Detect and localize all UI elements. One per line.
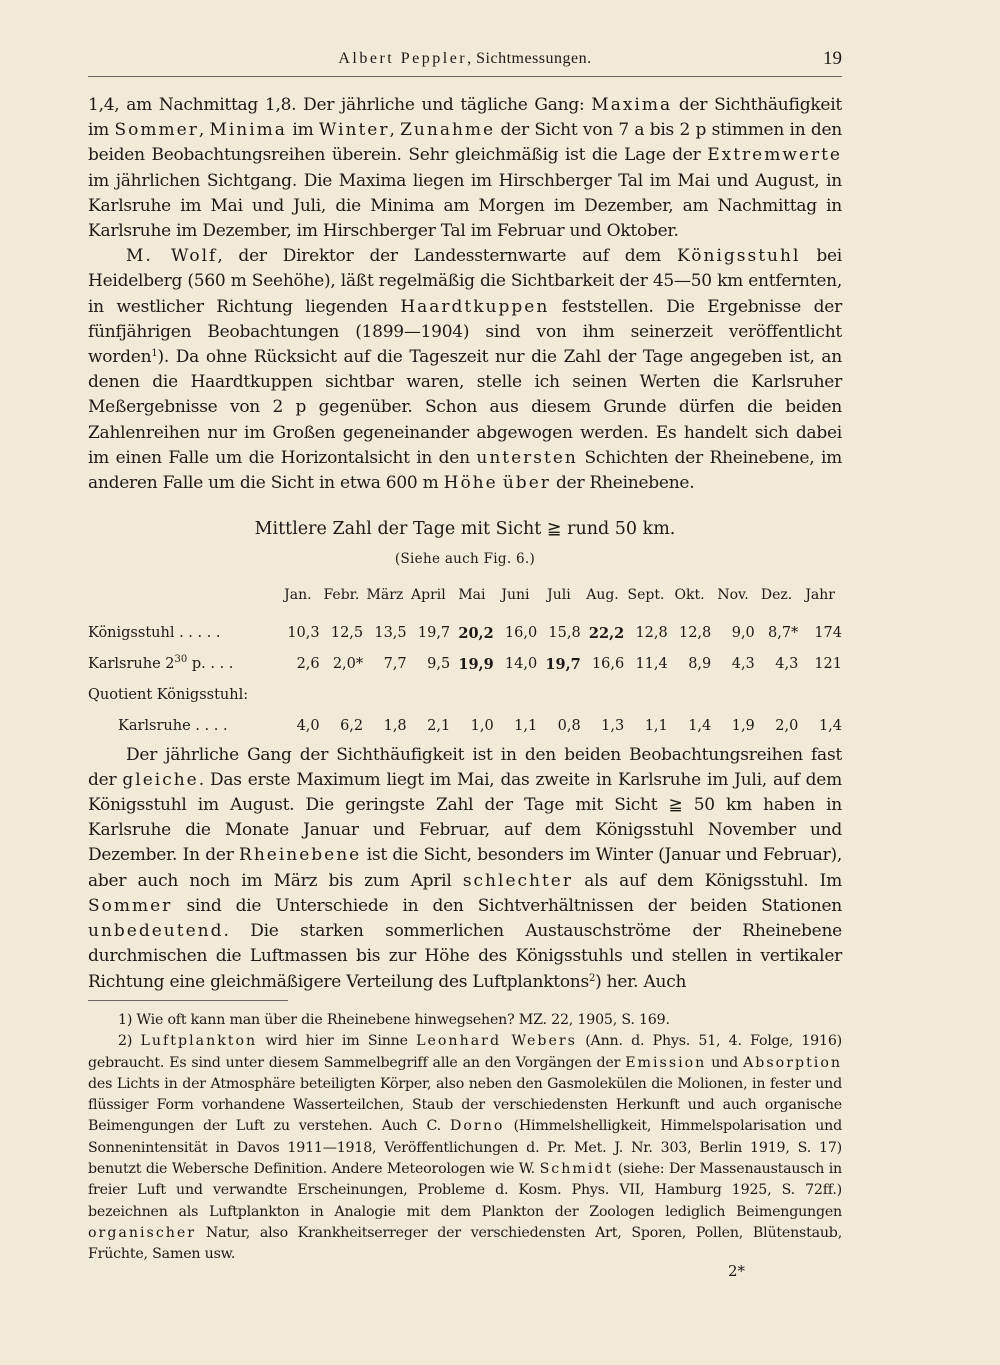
table-cell: 1,1 xyxy=(514,718,538,735)
emphasis: Maxima xyxy=(591,95,673,115)
column-header: Jahr xyxy=(805,586,835,603)
table-cell: 6,2 xyxy=(340,718,364,735)
table-cell: 19,7 xyxy=(545,656,581,674)
row-label-sup: 30 xyxy=(174,654,188,666)
visibility-table xyxy=(88,577,842,743)
text-run: im jährlichen Sichtgang. Die Maxima liegen im Hirschberger Tal im Mai und August, in Karlsruhe im Mai und Juli, die Minima am Morgen im Dezember, am Nachmittag in Karlsruhe im Dezember, im Hirschberger Tal im Februar und Oktober. xyxy=(88,170,842,242)
text-run: der Rheinebene. xyxy=(550,473,695,494)
table-cell: 1,4 xyxy=(818,718,842,735)
text-run: und xyxy=(706,1054,744,1071)
table-caption: Mittlere Zahl der Tage mit Sicht ≧ rund 50 km. xyxy=(254,519,676,540)
table-cell: 16,0 xyxy=(504,624,538,641)
text-run: ). Da ohne Rücksicht auf die Tageszeit nur die Zahl der Tage angegeben ist, an denen die Haardtkuppen sichtbar waren, stelle ich seinen Werten die Karlsruher Meßergebnisse von 2 p gegenüber. Schon aus diesem Grunde dürfen die beiden Zahlenreihen nur im Großen gegeneinander abgewogen werden. Es handelt sich dabei im einen Falle um die Horizontalsicht in den xyxy=(88,347,842,468)
table-row xyxy=(88,618,842,649)
table-cell: 8,7* xyxy=(767,624,799,641)
text-run: als auf dem Königsstuhl. Im xyxy=(573,870,842,891)
emphasis: Extremwerte xyxy=(707,145,842,166)
column-header: Dez. xyxy=(760,586,793,603)
emphasis: unbedeutend xyxy=(88,921,224,942)
table-row xyxy=(88,680,842,711)
emphasis: M. Wolf xyxy=(126,246,218,267)
column-header: Jan. xyxy=(284,586,312,603)
signature-mark: 2* xyxy=(728,1262,746,1280)
table-cell: 2,6 xyxy=(296,656,320,673)
running-header xyxy=(88,46,842,77)
table-cell: 8,9 xyxy=(688,656,712,673)
table-cell: 19,9 xyxy=(458,656,494,674)
text-run: ) her. Auch xyxy=(595,971,687,992)
emphasis: Winter xyxy=(318,120,390,141)
emphasis: Rheinebene xyxy=(239,845,362,866)
text-run: . Die starken sommerlichen Austauschströme der Rheinebene durchmischen die Luftmassen bis zur Höhe des Königsstuhls und stellen in vertikaler Richtung eine gleichmäßigere Verteilung des Luftplanktons xyxy=(88,921,842,992)
table-cell: 9,5 xyxy=(427,656,451,673)
text-run: feststellen. Die Ergebnisse der fünfjährigen Beobachtungen (1899—1904) sind von ihm seinerzeit veröffentlicht worden xyxy=(88,296,842,368)
text-run: (Himmelshelligkeit, Himmelspolarisation und Sonnenintensität in Davos 1911—1918, Veröffentlichungen d. Pr. Met. J. Nr. 303, Berlin 1919, S. 17) benutzt die Webersche Definition. Andere Meteorologen wie W. xyxy=(88,1118,842,1178)
table-cell: 11,4 xyxy=(635,656,668,673)
table-cell: 19,7 xyxy=(417,624,451,641)
text-run: Der jährliche Gang der Sichthäufigkeit ist in den beiden Beobachtungsreihen fast der xyxy=(88,744,842,790)
emphasis: Luftplankton xyxy=(140,1033,258,1050)
text-run: Schichten der Rheinebene, im anderen Falle um die Sicht in etwa 600 m xyxy=(88,447,843,494)
emphasis: Schmidt xyxy=(539,1161,614,1178)
text-run: im xyxy=(286,120,319,141)
emphasis: Sommer xyxy=(88,895,173,916)
row-label xyxy=(88,649,276,680)
emphasis: Sommer xyxy=(114,120,199,141)
header-title xyxy=(88,50,842,68)
emphasis: organischer xyxy=(88,1224,197,1241)
footnote-divider xyxy=(88,1000,288,1001)
column-header: Aug. xyxy=(586,586,619,603)
emphasis: Haardtkuppen xyxy=(400,296,550,317)
text-run: 1,4, am Nachmittag 1,8. Der jährliche und tägliche Gang: xyxy=(88,95,592,115)
text-run: , xyxy=(389,120,401,141)
table-row xyxy=(88,711,842,742)
column-header: Nov. xyxy=(717,586,749,603)
table-cell: 12,8 xyxy=(635,624,668,641)
column-header: April xyxy=(411,586,446,603)
emphasis: über xyxy=(502,473,551,494)
table-cell: 16,6 xyxy=(591,656,625,673)
table-cell: 13,5 xyxy=(374,624,407,641)
text-run: , xyxy=(198,120,210,141)
header-title-rest: , Sichtmessungen. xyxy=(467,50,592,67)
emphasis: untersten xyxy=(476,447,578,468)
table-cell: 4,0 xyxy=(296,718,320,735)
text-run: Natur, also Krankheitserreger der verschiedensten Art, Sporen, Pollen, Blütenstaub, Früchte, Samen usw. xyxy=(88,1224,842,1263)
text-run: , der Direktor der Landessternwarte auf dem xyxy=(217,246,678,267)
row-label: Königsstuhl . . . . . xyxy=(88,624,221,641)
table-subcaption: (Siehe auch Fig. 6.) xyxy=(394,551,536,568)
table-cell: 4,3 xyxy=(775,656,799,673)
text-run: der Sichthäufigkeit im xyxy=(88,95,842,141)
footnote-2 xyxy=(88,1031,842,1265)
table-row xyxy=(88,649,842,680)
text-run: bei Heidelberg (560 m Seehöhe), läßt regelmäßig die Sichtbarkeit der 45—50 km entfernten, in westlicher Richtung liegenden xyxy=(88,246,842,317)
emphasis: Zunahme xyxy=(400,120,496,141)
table-cell: 1,8 xyxy=(383,718,407,735)
table-cell: 7,7 xyxy=(383,656,407,673)
table-cell: 4,3 xyxy=(731,656,755,673)
text-run: der Sicht von 7 a bis 2 p stimmen in den beiden Beobachtungsreihen überein. Sehr gleichmäßig ist die Lage der xyxy=(88,120,842,166)
row-label: Karlsruhe . . . . xyxy=(118,718,228,735)
table-header-row xyxy=(88,577,842,618)
table-cell: 15,8 xyxy=(548,624,581,641)
table-cell: 9,0 xyxy=(731,624,755,641)
row-label-text: p. . . . xyxy=(187,656,234,673)
footnotes xyxy=(88,1010,842,1266)
text-run: des Lichts in der Atmosphäre beteiligten Körper, also neben den Gasmolekülen die Molionen, in fester und flüssiger Form vorhandene Wasserteilchen, Staub der verschiedensten Herkunft und auch organische Beimengungen der Luft zu verstehen. Auch C. xyxy=(88,1075,842,1135)
table-cell: 10,3 xyxy=(287,624,320,641)
table-cell: 1,4 xyxy=(688,718,712,735)
column-header: Okt. xyxy=(674,586,705,603)
text-run: sind die Unterschiede in den Sichtverhältnissen der beiden Stationen xyxy=(172,895,842,916)
column-header: März xyxy=(366,586,404,603)
header-author: Albert Peppler xyxy=(338,50,468,67)
text-run: wird hier im Sinne xyxy=(257,1033,417,1050)
table-cell: 20,2 xyxy=(458,624,494,642)
text-run: . Das erste Maximum liegt im Mai, das zweite in Karlsruhe im Juli, auf dem Königsstuhl im August. Die geringste Zahl der Tage mit Sicht ≧ 50 km haben in Karlsruhe die Monate Januar und Februar, auf dem Königsstuhl November und Dezember. In der xyxy=(88,769,842,866)
paragraph-3 xyxy=(88,743,842,995)
header-blank xyxy=(88,577,276,618)
table-cell: 1,9 xyxy=(731,718,755,735)
emphasis: Leonhard Webers xyxy=(416,1033,577,1050)
emphasis: Minima xyxy=(209,120,287,141)
paragraph-1 xyxy=(88,93,842,244)
table-cell: 22,2 xyxy=(588,624,625,642)
column-header: Juni xyxy=(501,586,530,603)
text-run: (siehe: Der Massenaustausch in freier Luft und verwandte Erscheinungen, Probleme d. Kosm. Phys. VII, Hamburg 1925, S. 72ff.) bezeichnen als Luftplankton in Analogie mit dem Plankton der Zoologen lediglich Beimengungen xyxy=(88,1161,842,1220)
text-run: (Ann. d. Phys. 51, 4. Folge, 1916) gebraucht. Es sind unter diesem Sammelbegriff alle an den Vorgängen der xyxy=(88,1033,842,1071)
emphasis: Höhe xyxy=(443,473,498,494)
footnote-ref: 1 xyxy=(151,348,158,360)
row-label-text: Karlsruhe 2 xyxy=(88,656,175,673)
table-cell: 1,3 xyxy=(601,718,625,735)
table-cell: 2,0* xyxy=(332,656,364,673)
table-cell: 12,5 xyxy=(330,624,364,641)
table-cell: 1,0 xyxy=(470,718,494,735)
table-cell: 12,8 xyxy=(678,624,712,641)
emphasis: schlechter xyxy=(462,870,573,891)
row-label: Quotient Königsstuhl: xyxy=(88,687,249,704)
table-cell: 0,8 xyxy=(557,718,581,735)
paragraph-2 xyxy=(88,244,842,496)
table-cell: 121 xyxy=(814,656,842,673)
column-header: Febr. xyxy=(323,586,360,603)
page-number: 19 xyxy=(823,48,842,69)
text-run: 2) xyxy=(118,1033,141,1050)
table-cell: 174 xyxy=(814,624,842,641)
footnote-1: 1) Wie oft kann man über die Rheinebene hinwegsehen? MZ. 22, 1905, S. 169. xyxy=(118,1012,670,1028)
emphasis: gleiche xyxy=(122,769,199,790)
column-header: Juli xyxy=(547,586,571,603)
column-header: Mai xyxy=(458,586,486,603)
table-cell: 14,0 xyxy=(504,656,538,673)
column-header: Sept. xyxy=(627,586,665,603)
emphasis: Königsstuhl xyxy=(677,246,801,267)
footnote-ref: 2 xyxy=(588,972,596,984)
table-cell: 2,0 xyxy=(775,718,799,735)
emphasis: Dorno xyxy=(450,1118,505,1135)
emphasis: Emission xyxy=(625,1054,707,1071)
emphasis: Absorption xyxy=(743,1054,842,1071)
table-cell: 1,1 xyxy=(644,718,668,735)
body-text xyxy=(88,93,842,995)
table-cell: 2,1 xyxy=(427,718,451,735)
text-run: ist die Sicht, besonders im Winter (Januar und Februar), aber auch noch im März bis zum April xyxy=(88,845,842,891)
